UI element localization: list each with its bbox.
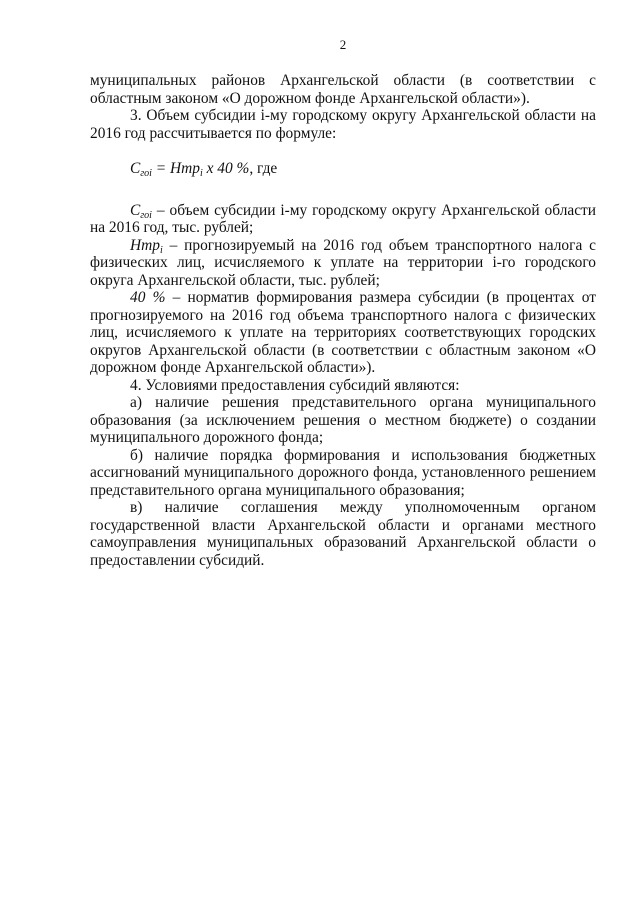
definition-percent: 40 % – норматив формирования размера субсидии (в процентах от прогнозируемого на 2016 год объема транспортного налога с физических лиц, исчисляемого к уплате на территориях соответствующих городских округов Архангельской области (в соответствии с областным законом «О дорожном фонде Архангельской области»).: [90, 289, 596, 376]
condition-a: а) наличие решения представительного органа муниципального образования (за исключением решения о местном бюджете) о создании муниципального дорожного фонда;: [90, 394, 596, 446]
paragraph-continuation: муниципальных районов Архангельской области (в соответствии с областным законом «О дорожном фонде Архангельской области»).: [90, 72, 596, 107]
definition-ntr: Нтр$_i$ – прогнозируемый на 2016 год объем транспортного налога с физических лиц, исчисляемого к уплате на территории i-го городского округа Архангельской области, тыс. рублей;: [90, 236, 596, 289]
definition-c: $С_{гоi}$ – объем субсидии i-му городскому округу Архангельской области на 2016 год, тыс. рублей;: [90, 201, 596, 236]
page-number: 2: [339, 37, 347, 52]
formula: $С_{гоi} = Нтр_i$ x 40 %, где: [130, 160, 278, 179]
document-page: [90, 38, 596, 569]
condition-b: б) наличие порядка формирования и использования бюджетных ассигнований муниципального дорожного фонда, установленного решением представительного органа муниципального образования;: [90, 446, 596, 499]
paragraph-item-4: 4. Условиями предоставления субсидий являются:: [130, 376, 460, 394]
condition-v: в) наличие соглашения между уполномоченным органом государственной власти Архангельской области и органами местного самоуправления муниципальных образований Архангельской области о предоставлении субсидий.: [90, 499, 596, 569]
paragraph-item-3: 3. Объем субсидии i-му городскому округу Архангельской области на 2016 год рассчитывается по формуле:: [90, 107, 596, 142]
